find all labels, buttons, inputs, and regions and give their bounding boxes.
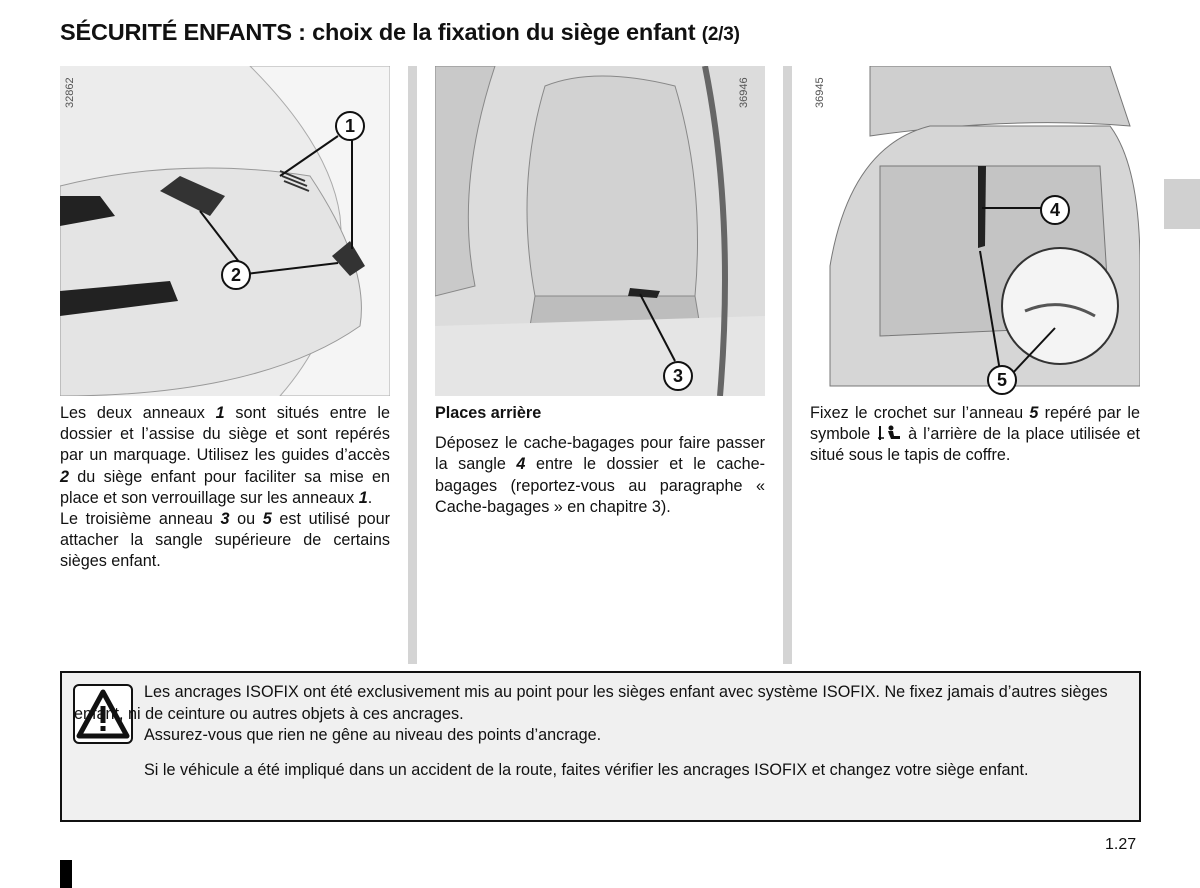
figure-number: 36946	[738, 77, 750, 108]
page-edge-mark	[60, 860, 72, 888]
section-heading: Places arrière	[435, 404, 542, 422]
callout-1: 1	[335, 111, 365, 141]
paragraph: Déposez le cache-bagages pour faire passer la sangle 4 entre le dossier et le cache-bagages (reportez-vous au paragraphe « Cache-bagages » en chapitre 3).	[435, 434, 765, 516]
callout-4: 4	[1040, 195, 1070, 225]
callout-2: 2	[221, 260, 251, 290]
page-title	[60, 19, 740, 46]
callout-5: 5	[987, 365, 1017, 395]
warning-box	[60, 671, 1141, 822]
column-3-text	[810, 403, 1140, 467]
isofix-anchor-icon	[876, 424, 902, 442]
warning-paragraph: Les ancrages ISOFIX ont été exclusivement mis au point pour les sièges enfant avec système ISOFIX. Ne fixez jamais d’autres sièges enfant, ni de ceinture ou autres objets à ces ancrages.	[74, 683, 1108, 723]
section-tab-marker	[1164, 179, 1200, 229]
warning-paragraph: Assurez-vous que rien ne gêne au niveau des points d’ancrage.	[144, 726, 602, 744]
column-divider	[783, 66, 792, 664]
column-1-text	[60, 403, 390, 573]
figure-number: 32862	[64, 77, 76, 108]
title-main: SÉCURITÉ ENFANTS : choix de la fixation du siège enfant	[60, 19, 696, 45]
warning-paragraph: Si le véhicule a été impliqué dans un accident de la route, faites vérifier les ancrages ISOFIX et changez votre siège enfant.	[144, 760, 1029, 779]
column-divider	[408, 66, 417, 664]
figure-seat-anchors	[60, 66, 390, 396]
paragraph: Fixez le crochet sur l’anneau 5 repéré par le symbole à l’arrière de la place utilisée et situé sous le tapis de coffre.	[810, 404, 1140, 465]
warning-text	[74, 682, 1126, 781]
title-part: (2/3)	[701, 24, 740, 45]
page-number: 1.27	[1105, 836, 1137, 853]
callout-3: 3	[663, 361, 693, 391]
figure-rear-seat	[435, 66, 765, 396]
figure-trunk	[810, 66, 1140, 396]
figure-number: 36945	[814, 77, 826, 108]
paragraph: Le troisième anneau 3 ou 5 est utilisé pour attacher la sangle supérieure de certains sièges enfant.	[60, 510, 390, 571]
column-2-text	[435, 403, 765, 518]
paragraph: Les deux anneaux 1 sont situés entre le dossier et l’assise du siège et sont repérés par un marquage. Utilisez les guides d’accès 2 du siège enfant pour faciliter sa mise en place et son verrouillage sur les anneaux 1.	[60, 404, 390, 507]
